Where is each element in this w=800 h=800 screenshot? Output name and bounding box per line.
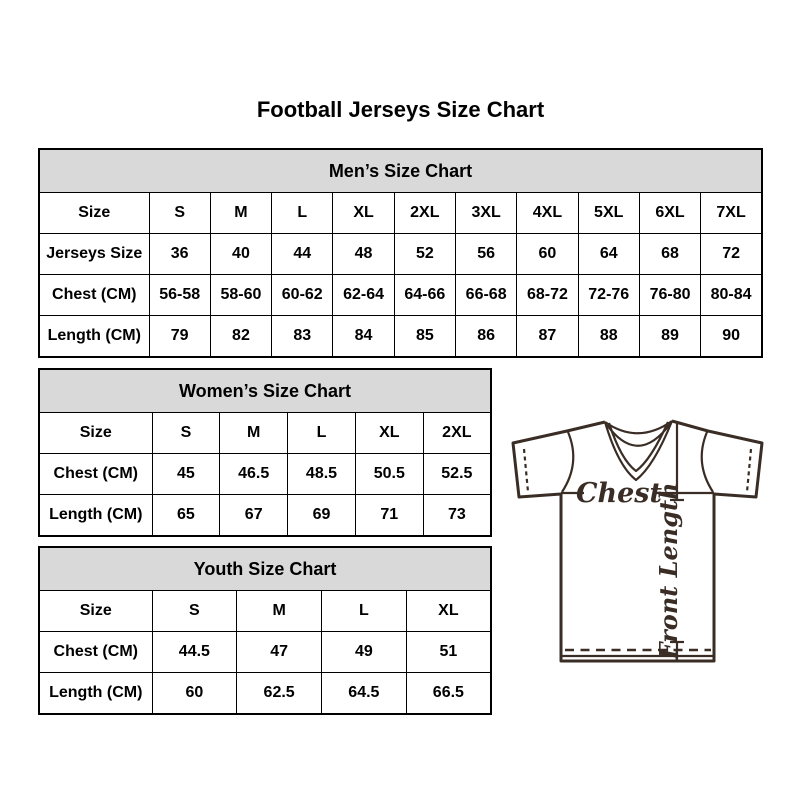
table-title: Women’s Size Chart — [39, 369, 491, 413]
row-label: Length (CM) — [39, 673, 152, 715]
table-cell: 64-66 — [394, 275, 455, 316]
table-cell: 83 — [272, 316, 333, 358]
table-cell: 40 — [210, 234, 271, 275]
mens-size-table — [38, 148, 763, 358]
table-cell: 79 — [149, 316, 210, 358]
page-title: Football Jerseys Size Chart — [256, 97, 545, 122]
table-cell: 49 — [322, 632, 407, 673]
column-header: M — [220, 413, 288, 454]
table-row — [39, 316, 762, 358]
table-cell: 48.5 — [288, 454, 356, 495]
table-cell: 51 — [406, 632, 491, 673]
row-label: Chest (CM) — [39, 275, 149, 316]
table-cell: 88 — [578, 316, 639, 358]
jersey-outline — [513, 421, 762, 661]
table-title-row — [39, 149, 762, 193]
column-header: L — [288, 413, 356, 454]
column-header: M — [210, 193, 271, 234]
table-row — [39, 454, 491, 495]
table-row — [39, 234, 762, 275]
column-header: S — [152, 413, 220, 454]
column-header: XL — [333, 193, 394, 234]
left-armhole-seam — [562, 432, 573, 492]
row-label: Chest (CM) — [39, 632, 152, 673]
column-header-row — [39, 591, 491, 632]
table-row — [39, 495, 491, 537]
column-header: L — [272, 193, 333, 234]
table-cell: 84 — [333, 316, 394, 358]
table-cell: 52.5 — [423, 454, 491, 495]
jersey-measurement-diagram — [505, 408, 767, 670]
table-cell: 60-62 — [272, 275, 333, 316]
table-cell: 62.5 — [237, 673, 322, 715]
column-header: XL — [355, 413, 423, 454]
table-cell: 50.5 — [355, 454, 423, 495]
column-header: 3XL — [455, 193, 516, 234]
table-cell: 58-60 — [210, 275, 271, 316]
table-cell: 36 — [149, 234, 210, 275]
table-cell: 64 — [578, 234, 639, 275]
column-header: XL — [406, 591, 491, 632]
table-cell: 44.5 — [152, 632, 237, 673]
table-cell: 87 — [517, 316, 578, 358]
table-cell: 66.5 — [406, 673, 491, 715]
row-label: Length (CM) — [39, 316, 149, 358]
table-cell: 71 — [355, 495, 423, 537]
table-title: Men’s Size Chart — [39, 149, 762, 193]
table-cell: 68 — [639, 234, 700, 275]
table-cell: 48 — [333, 234, 394, 275]
column-header: 2XL — [423, 413, 491, 454]
vneck-collar — [605, 421, 672, 480]
table-title-row — [39, 369, 491, 413]
table-row — [39, 275, 762, 316]
table-cell: 44 — [272, 234, 333, 275]
table-cell: 76-80 — [639, 275, 700, 316]
table-cell: 62-64 — [333, 275, 394, 316]
column-header: 4XL — [517, 193, 578, 234]
womens-size-table — [38, 368, 492, 537]
column-header-row — [39, 193, 762, 234]
table-cell: 82 — [210, 316, 271, 358]
row-label: Size — [39, 193, 149, 234]
table-cell: 56 — [455, 234, 516, 275]
row-label: Jerseys Size — [39, 234, 149, 275]
youth-size-table — [38, 546, 492, 715]
row-label: Length (CM) — [39, 495, 152, 537]
row-label: Chest (CM) — [39, 454, 152, 495]
table-cell: 60 — [517, 234, 578, 275]
table-cell: 52 — [394, 234, 455, 275]
row-label: Size — [39, 591, 152, 632]
chest-label: Chest — [576, 478, 662, 509]
right-armhole-seam — [702, 432, 713, 492]
column-header-row — [39, 413, 491, 454]
table-cell: 56-58 — [149, 275, 210, 316]
table-cell: 73 — [423, 495, 491, 537]
column-header: 6XL — [639, 193, 700, 234]
table-cell: 72-76 — [578, 275, 639, 316]
table-cell: 60 — [152, 673, 237, 715]
table-row — [39, 632, 491, 673]
column-header: L — [322, 591, 407, 632]
table-cell: 80-84 — [701, 275, 762, 316]
table-cell: 67 — [220, 495, 288, 537]
table-cell: 66-68 — [455, 275, 516, 316]
front-length-label: Front Length — [654, 482, 683, 660]
column-header: S — [149, 193, 210, 234]
table-cell: 86 — [455, 316, 516, 358]
table-cell: 72 — [701, 234, 762, 275]
table-cell: 69 — [288, 495, 356, 537]
table-cell: 89 — [639, 316, 700, 358]
row-label: Size — [39, 413, 152, 454]
column-header: S — [152, 591, 237, 632]
column-header: 7XL — [701, 193, 762, 234]
table-cell: 85 — [394, 316, 455, 358]
table-cell: 47 — [237, 632, 322, 673]
column-header: 5XL — [578, 193, 639, 234]
table-cell: 45 — [152, 454, 220, 495]
column-header: 2XL — [394, 193, 455, 234]
table-cell: 64.5 — [322, 673, 407, 715]
table-cell: 65 — [152, 495, 220, 537]
table-row — [39, 673, 491, 715]
column-header: M — [237, 591, 322, 632]
table-cell: 46.5 — [220, 454, 288, 495]
right-cuff-stitch-line — [747, 449, 751, 492]
left-cuff-stitch-line — [524, 449, 528, 492]
table-title: Youth Size Chart — [39, 547, 491, 591]
table-title-row — [39, 547, 491, 591]
table-cell: 90 — [701, 316, 762, 358]
table-cell: 68-72 — [517, 275, 578, 316]
